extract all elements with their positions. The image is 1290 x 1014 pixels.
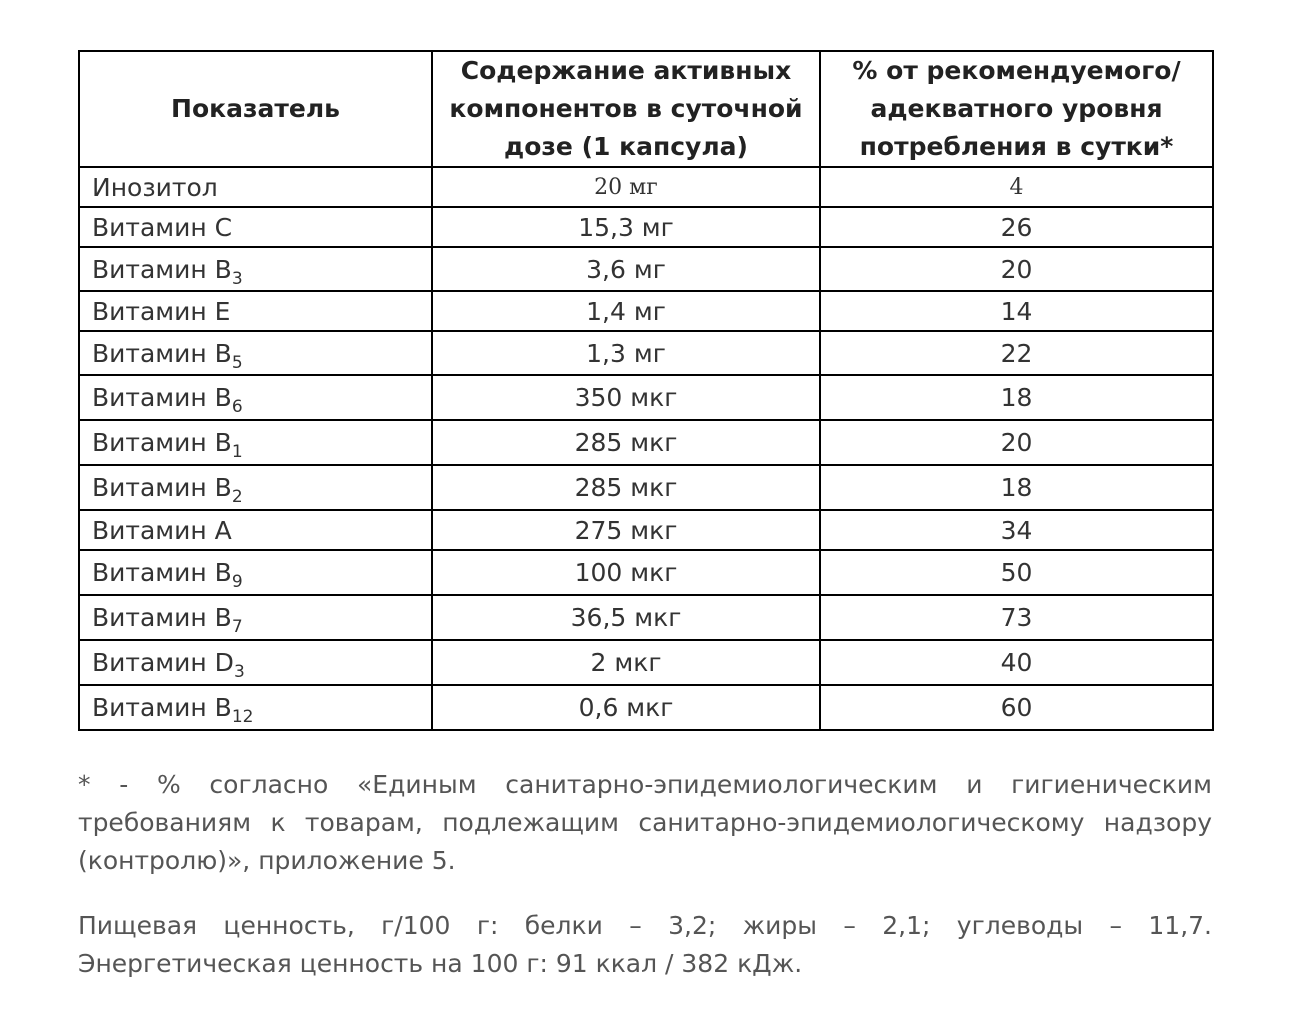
table-row <box>79 420 1213 465</box>
header-dose: Содержание активных компонентов в суточной дозе (1 капсула) <box>432 51 820 167</box>
indicator-subscript: 5 <box>231 352 243 373</box>
table-row <box>79 375 1213 420</box>
dose-cell: 1,4 мг <box>432 291 820 331</box>
percent-cell: 4 <box>820 167 1213 207</box>
indicator-subscript: 2 <box>231 487 243 507</box>
indicator-cell <box>79 685 432 730</box>
percent-cell: 50 <box>820 550 1213 595</box>
indicator-name: Витамин В <box>92 383 232 412</box>
indicator-name: Витамин В <box>92 254 232 284</box>
indicator-name: Витамин А <box>92 515 232 545</box>
percent-cell: 60 <box>820 685 1213 730</box>
indicator-name: Витамин D <box>92 648 234 677</box>
table-row <box>79 247 1213 291</box>
indicator-cell <box>79 420 432 465</box>
indicator-cell <box>79 465 432 510</box>
indicator-subscript: 12 <box>231 707 254 727</box>
indicator-name: Инозитол <box>92 172 218 202</box>
table-body <box>79 167 1213 730</box>
dose-cell: 15,3 мг <box>432 207 820 247</box>
percent-cell: 20 <box>820 247 1213 291</box>
dose-cell: 285 мкг <box>432 465 820 510</box>
dose-cell: 1,3 мг <box>432 331 820 375</box>
dose-cell: 20 мг <box>432 167 820 207</box>
indicator-subscript: 7 <box>231 617 243 637</box>
percent-cell: 73 <box>820 595 1213 640</box>
nutrient-table <box>78 50 1214 731</box>
dose-cell: 3,6 мг <box>432 247 820 291</box>
percent-cell: 14 <box>820 291 1213 331</box>
indicator-cell <box>79 291 432 331</box>
indicator-cell <box>79 167 432 207</box>
indicator-cell <box>79 595 432 640</box>
indicator-subscript: 3 <box>231 268 243 289</box>
percent-cell: 18 <box>820 465 1213 510</box>
dose-cell: 275 мкг <box>432 510 820 550</box>
table-row <box>79 207 1213 247</box>
indicator-name: Витамин С <box>92 212 233 242</box>
dose-cell: 36,5 мкг <box>432 595 820 640</box>
nutrition-value-text: Пищевая ценность, г/100 г: белки – 3,2; жиры – 2,1; углеводы – 11,7. Энергетическая ценность на 100 г: 91 ккал / 382 кДж. <box>78 911 1212 978</box>
dose-cell: 285 мкг <box>432 420 820 465</box>
header-percent: % от рекомендуемого/ адекватного уровня потребления в сутки* <box>820 51 1213 167</box>
table-row <box>79 595 1213 640</box>
indicator-subscript: 6 <box>231 397 243 417</box>
indicator-name: Витамин В <box>92 693 232 722</box>
indicator-cell <box>79 375 432 420</box>
table-row <box>79 167 1213 207</box>
footnote-text: * - % согласно «Единым санитарно-эпидемиологическим и гигиеническим требованиям к товарам, подлежащим санитарно-эпидемиологическому надзору (контролю)», приложение 5. <box>78 770 1212 875</box>
indicator-subscript: 3 <box>233 662 245 682</box>
indicator-subscript: 9 <box>231 572 243 592</box>
indicator-cell <box>79 207 432 247</box>
table-header-row <box>79 51 1213 167</box>
indicator-subscript: 1 <box>231 442 243 462</box>
indicator-name: Витамин В <box>92 603 232 632</box>
dose-cell: 350 мкг <box>432 375 820 420</box>
table-row <box>79 291 1213 331</box>
indicator-cell <box>79 247 432 291</box>
dose-cell: 2 мкг <box>432 640 820 685</box>
indicator-cell <box>79 550 432 595</box>
indicator-name: Витамин В <box>92 558 232 587</box>
indicator-name: Витамин В <box>92 428 232 457</box>
percent-cell: 18 <box>820 375 1213 420</box>
indicator-name: Витамин В <box>92 338 232 368</box>
indicator-cell <box>79 331 432 375</box>
indicator-name: Витамин Е <box>92 296 231 326</box>
table-row <box>79 550 1213 595</box>
dose-cell: 100 мкг <box>432 550 820 595</box>
nutrient-table-container <box>78 50 1212 731</box>
percent-cell: 40 <box>820 640 1213 685</box>
percent-cell: 26 <box>820 207 1213 247</box>
table-row <box>79 465 1213 510</box>
indicator-cell <box>79 510 432 550</box>
percent-cell: 34 <box>820 510 1213 550</box>
table-row <box>79 685 1213 730</box>
table-row <box>79 331 1213 375</box>
indicator-cell <box>79 640 432 685</box>
header-indicator: Показатель <box>79 51 432 167</box>
percent-cell: 20 <box>820 420 1213 465</box>
dose-cell: 0,6 мкг <box>432 685 820 730</box>
table-row <box>79 640 1213 685</box>
table-row <box>79 510 1213 550</box>
indicator-name: Витамин В <box>92 473 232 502</box>
percent-cell: 22 <box>820 331 1213 375</box>
